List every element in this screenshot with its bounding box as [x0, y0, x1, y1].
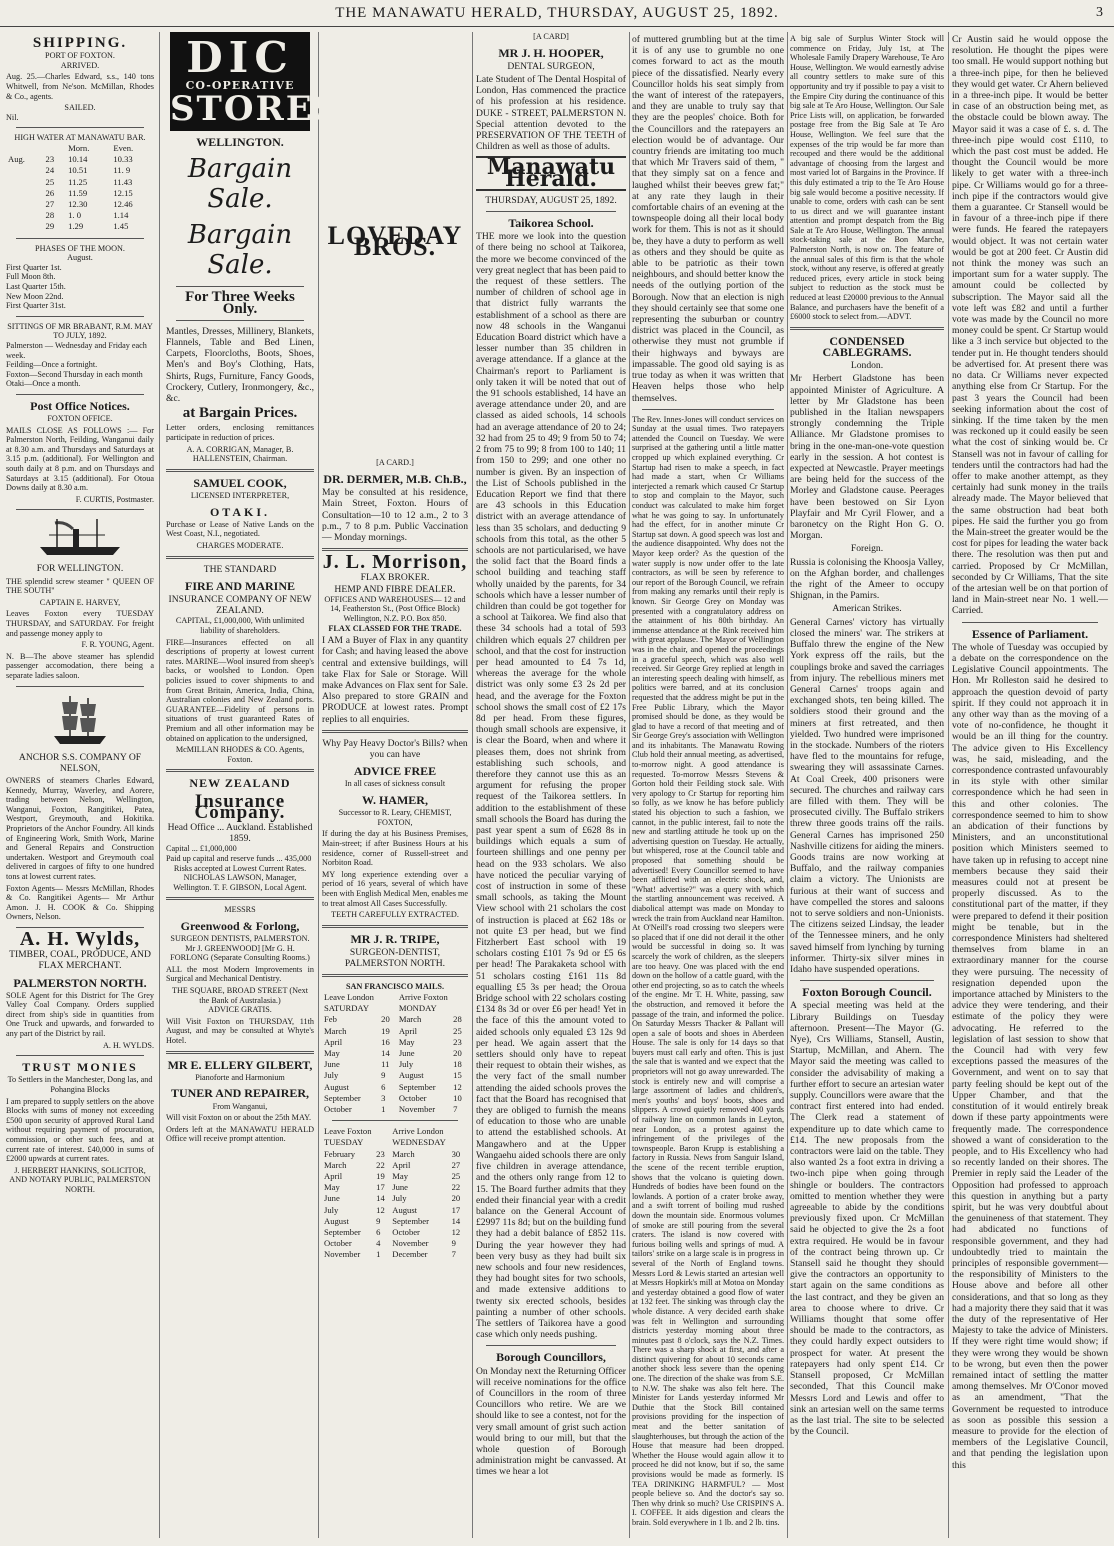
divider	[16, 686, 144, 687]
divider	[486, 211, 616, 212]
standard-capital: CAPITAL, £1,000,000, With unlimited liability of shareholders.	[175, 616, 305, 635]
mails-head: Arrive Foxton MONDAY	[398, 991, 448, 1014]
gf-address: THE SQUARE, BROAD STREET (Next the Bank of Australasia.)	[171, 986, 309, 1005]
hw-head-even: Even.	[113, 142, 134, 153]
high-water-table	[6, 143, 154, 233]
divider	[322, 730, 468, 733]
standard-body: FIRE—Insurances effected on all descriptions of property at lowest current rates. MARINE—Wool insured from sheep's backs, or woolshed to London. Open policies issued to cover shipments to and from Great Britain, America, India, China, Australian colonies and New Zealand ports. GUARANTEE—Fidelity of persons in situations of trust guaranteed Rates of Premium and all other information may be obtained on application to the undersigned,	[166, 637, 314, 743]
table-row: October 4 November 9	[324, 1238, 456, 1249]
wellington-heading: FOR WELLINGTON.	[36, 563, 124, 575]
anchor-heading: ANCHOR S.S. COMPANY OF NELSON,	[18, 751, 142, 774]
post-office-sub: FOXTON OFFICE.	[47, 414, 113, 424]
mails-head: Arrive London WEDNESDAY	[392, 1126, 446, 1148]
wylds-sign: A. H. WYLDS.	[102, 1040, 154, 1050]
divider	[16, 1055, 144, 1056]
arrived-label: ARRIVED.	[60, 60, 100, 70]
hamer-heading: W. HAMER,	[362, 793, 428, 808]
bargain-heading: Bargain Sale.	[187, 154, 293, 215]
london-heading: London.	[850, 360, 884, 372]
nz-head-office: Head Office ... Auckland. Established 1859.	[167, 821, 313, 845]
sittings-line: Feilding—Once a fortnight.	[6, 360, 98, 370]
divider	[16, 394, 144, 395]
column-4	[476, 32, 626, 1538]
cook-place: OTAKI.	[209, 504, 271, 519]
parliament-heading: Essence of Parliament.	[971, 626, 1089, 641]
divider	[962, 622, 1098, 623]
column-7	[952, 32, 1108, 1538]
anchor-agents: Foxton Agents— Messrs McMillan, Rhodes & Co. Rangitikei Agents— Mr Arthur Amon. J. H. COOK & Co. Shipping Owners, Nelson.	[6, 883, 154, 922]
foreign-news: Russia is colonising the Khoosja Valley, on the Afghan border, and challenges the right of the Ameer to occupy Shignan, in the Pamirs.	[790, 556, 944, 602]
dic-logo-sub: CO-OPERATIVE	[185, 79, 295, 92]
tripe-heading: MR J. R. TRIPE,	[350, 931, 440, 946]
column-5	[632, 32, 784, 1538]
morrison-flax: FLAX CLASSED FOR THE TRADE.	[328, 623, 462, 633]
divider	[800, 980, 934, 981]
column-3	[322, 32, 468, 1538]
post-office-text: MAILS CLOSE AS FOLLOWS :— For Palmerston North, Feilding, Wanganui daily at 8.30 a.m. and Thursdays and Saturdays at 3.15 p.m. (additional). For Wellington and south daily at 8 p.m. and on Thursdays and Saturdays at 3.15 (additional). For Otoua Downs daily at 8.30 a.m.	[6, 425, 154, 493]
blank-space	[322, 32, 468, 222]
table-row: Aug. 23 10.14 10.33	[8, 154, 133, 165]
surplus-sale-notice: A big sale of Surplus Winter Stock will commence on Friday, July 1st, at The Wholesale Family Drapery Warehouse, Te Aro House, Wellington. We would earnestly advise all country settlers to make sure of this opportunity and try if possible to pay a visit to the Empire City during the continuance of this big sale at Te Aro House, Wellington. Our Sale Price Lists will, on application, be forwarded postage free from the Big Sale at Te Aro House, Wellington. We feel sure that the expenses of the trip would be far more than recouped and there would be the additional advantage of choosing from the largest and most varied lot of Bargains in the Province. If this duly estimated a trip to the Te Aro House big sale would become a positive necessity. If unable to come, orders with cash can be sent to us direct and we will guarantee instant attention and prompt despatch from the Big Sale at Te Aro House, Wellington. The annual stock-taking sale at the Bon Marche, Palmerston North, is now on. The feature of the annual sales of this firm is that the whole stock, without any reserve, is offered at greatly reduced prices, every article in stock being subject to reduction as the stock must be reduced at least £20000 previous to the Annual Balance, and purchasers have the benefit of a £6000 stock to select from.—ADVT.	[790, 34, 944, 322]
table-row: March 22 April 27	[324, 1159, 461, 1170]
divider	[332, 1120, 458, 1121]
school-article: THE more we look into the question of there being no school at Taikorea, the more we become convinced of the very great neglect that has been paid to the request of these settlers. The number of children of school age in that district fully warrants the establishment of a school as there are now 48 schools in the Wanganui Education Board district which have a lesser number than 35 children in average attendance. If a glance at the Chairman's report to Parliament is only taken it will be noted that out of the 91 schools established, 14 have an average attendance under 20, and are classed as aided schools, 14 schools had an average attendance of 20 to 24; 32 had from 25 to 49; 9 from 50 to 74; 2 from 75 to 99; 8 from 100 to 140; 11 from 150 to 299; and one other no number is given. By an inspection of the List of Schools published in the Education Report we find that there are 43 schools in this Education district with an average attendance of less than 35 scholars, and deducting 9 schools from this total, as the other 5 schools are not particularised, we have the solid fact that the Board finds a school building and teaching staff wholly unaided by the parents, for 34 schools which have a lesser number of children than could be got together for a school at Taikorea. We find also that these 34 schools had a total of 593 children which equals 27 children per school, and that the cost for instruction per head amounted to £4 7s 1d, whereas the average for the whole district was only some £3 2s 2d per head, and the average for the Foxton school shows the small cost of £2 17s 8d per head. From these figures, though small schools are expensive, it is clear the Board, when and where it pleases them, does not shrink from establishing such schools, and therefore they cannot use this as an argument for refusing the proper request of the Taikorea settlers. In addition to the establishment of these small schools the Board has during the past year spent a sum of £628 8s in buildings which equals a sum of fourteen shillings and one penny per head on the 933 scholars. We also have noticed the peculiar varying of cost of instruction in some of these small schools, as taking the Mount View school with 21 scholars the cost of instruction is placed at £62 18s or not quite £3 per head, but we find Fitzherbert East school with 19 scholars costing £101 7s 9d or £5 6s per head! The Parakaketa school with 51 scholars costing £161 11s 8d equalling £5 3s per head; the Oroua Bridge school with 22 scholars costing £134 8s 3d or over £6 per head! Yet in the face of this the amount voted to aided schools only equaled £3 12s 9d per head. We again assert that the settlers should only have to repeat their request to obtain their wishes, as the very fact of the small number attending the aided schools proves the fact that the Board has recognised that they are obliged to furnish the means of education to those who are unable to attend the established schools. At Mangawhero and at the Upper Wangaehu aided schools there are only five children in average attendance, and the others only range from 12 to 15. The Board further admits that they ended their financial year with a credit balance on the General Account of £2997 11s 8d; but on the building fund they had a debit balance of £852 11s. During the year however they had been very busy as they had built six new schools and four new residences, they had bought sites for two schools, and made extensive additions to twenty six erected schools, besides painting a number of other schools. The settlers of Taikorea have a good case which only needs pushing.	[476, 231, 626, 1341]
moon-phase: First Quarter 31st.	[6, 301, 66, 311]
table-row: August 6 September 12	[324, 1081, 462, 1092]
trust-sub: To Settlers in the Manchester, Dong las, and Pohangina Blocks	[7, 1075, 153, 1095]
divider	[166, 469, 314, 472]
cook-sub: LICENSED INTERPRETER,	[190, 491, 290, 501]
hooper-sub: DENTAL SURGEON,	[507, 60, 595, 72]
parliament-report: The whole of Tuesday was occupied by a debate on the correspondence on the Legislative Council appointments. The Hon. Mr Rolleston said he desired to approach the question devoid of party spirit. If they could not approach it in any other way than as the moving of a vote of no-confidence, he thought it would be an ill thing for the country. The advice given to His Excellency was, he said, misleading, and the correspondence contrasted unfavourably in its style with other similar correspondence which he had seen in this and other colonies. The correspondence seemed to him to show an abdication of their functions by Ministers, and an unconstitutional position which Ministers seemed to have taken up in refusing to accept nine members because they said their measures could not at present be properly discussed. As to the constitutional part of the matter, if they were prepared to defend it their position might be tenable, but in the correspondence Ministers had sheltered themselves from blame in an extraordinary manner for the course they were pursuing. The necessity of resignation depended upon the importance attached by Ministers to the advice they were tendering, and their estimate of the policy they were advocating. He referred to the legislation of last session to show that the Council had with very few exceptions passed the measures of the Government, and went on to say that party feeling should be kept out of the Upper Chamber, and that the constitution of it would entirely break down if these party appointments were frequently made. The correspondence showed a want of consideration to the people, and to His Excellency who had so recently landed on their shores. The Premier in reply said the Leader of the Opposition had professed to approach this question in anything but a party spirit, but he was very doubtful about the genuineness of that statement. They had abdicated no functions of responsible government, and they had undoubtedly tried to maintain the principles of responsible government—the responsibility of Ministers to the House above and before all other considerations, and that so long as they had a majority there they said that it was the duty of the representative of Her Majesty to take the advice of Ministers. If they were right time would show; if they were wrong they would be shown to be wrong, but even then the power remained intact of settling the matter among themselves. Mr O'Conor moved as an amendment, "That the Government be requested to introduce as soon as possible this session a measure to provide for the election of members of the Legislative Council, and that pending the legislation upon this	[952, 641, 1108, 1471]
gilbert-heading: MR E. ELLERY GILBERT,	[167, 1057, 313, 1072]
divider	[486, 1345, 616, 1346]
table-row: 28 1. 0 1.14	[45, 210, 129, 221]
gf-visit: Will Visit Foxton on THURSDAY, 11th August, and may be consulted at Whyte's Hotel.	[166, 1016, 314, 1046]
sittings-line: Otaki—Once a month.	[6, 379, 81, 389]
standard-sign: McMILLAN RHODES & CO. Agents, Foxton.	[175, 745, 305, 764]
table-row: 27 12.30 12.46	[45, 198, 133, 209]
morrison-sub: FLAX BROKER.	[360, 572, 430, 584]
blank-space	[322, 258, 468, 458]
divider	[16, 316, 144, 317]
gilbert-from: From Wanganui,	[212, 1101, 268, 1111]
column-rule	[318, 32, 319, 1538]
cook-charges: CHARGES MODERATE.	[196, 541, 284, 550]
column-1	[6, 32, 154, 1538]
wylds-sub: TIMBER, COAL, PRODUCE, AND FLAX MERCHANT.	[9, 949, 151, 972]
mails-outbound-table	[322, 992, 468, 1115]
dic-logo-text: DIC	[186, 33, 294, 82]
dic-place: WELLINGTON.	[196, 135, 284, 150]
table-row: 29 1.29 1.45	[45, 221, 129, 232]
queen-nb: N. B—The above steamer has splendid passenger accomodation, there being a separate ladies saloon.	[6, 651, 154, 680]
mails-head: Leave Foxton TUESDAY	[324, 1126, 372, 1148]
school-heading: Taikorea School.	[508, 216, 594, 231]
mails-head: Leave London SATURDAY	[324, 991, 374, 1014]
hamer-body: If during the day at his Business Premises, Main-street; if after Business Hours at his residence, corner of Russell-street and Norbiton Road.	[322, 829, 468, 868]
post-office-heading: Post Office Notices.	[30, 398, 130, 413]
trust-body: I am prepared to supply settlers on the above Blocks with sums of money not exceeding £500 upon security of approved Rural Land without requiring payment of procuration, commission, or other such fees, and at current rate of interest. £40,000 in sums of £2000 upwards at current rates.	[6, 1096, 154, 1164]
masthead	[0, 0, 1114, 27]
column-rule	[629, 32, 630, 1538]
trust-sign: J. HERBERT HANKINS, SOLICITOR, AND NOTARY PUBLIC, PALMERSTON NORTH.	[9, 1165, 151, 1194]
anchor-body: OWNERS of steamers Charles Edward, Kennedy, Murray, Waverley, and Aorere, trading between Nelson, Wellington, Wanganui, Foxton, Rangitikei, Patea, Westport, Greymouth, and Hokitika. Proprietors of the Anchor Foundry. All kinds of Engineering Work, Smith Work, Marine and General Repairs and Construction undertaken. Westport and Greymouth coal delivered in cargoes of fifty to one hundred tons at lowest current rates.	[6, 775, 154, 881]
column-rule	[159, 32, 160, 1538]
table-row: April 16 May 23	[324, 1036, 462, 1047]
queen-agent: F. R. YOUNG, Agent.	[81, 640, 154, 650]
divider	[166, 897, 314, 900]
dic-sign: A. A. CORRIGAN, Manager, B. HALLENSTEIN, Chairman.	[186, 444, 294, 464]
gilbert-sub: Pianoforte and Harmonium	[195, 1072, 285, 1082]
gf-names: Mr J. GREENWOOD] [Mr G. H. FORLONG (Separate Consulting Rooms.)	[170, 943, 310, 963]
dermer-body: May be consulted at his residence, Main Street, Foxton. Hours of Consultation—10 to 12 a.m., 2 to 3 p.m., 7 to 8 p.m. Public Vaccination — Monday mornings.	[322, 487, 468, 544]
mails-heading: SAN FRANCISCO MAILS.	[345, 982, 445, 992]
trust-heading: TRUST MONIES	[22, 1060, 138, 1075]
cook-body: Purchase or Lease of Native Lands on the West Coast, N.I., negotiated.	[166, 519, 314, 539]
standard-sub: FIRE AND MARINE	[184, 578, 295, 593]
gf-messrs: MESSRS	[224, 905, 256, 915]
moon-phase: Last Quarter 15th.	[6, 281, 66, 291]
three-weeks: For Three Weeks Only.	[185, 289, 295, 317]
strikes-news: General Carnes' victory has virtually closed the miners' war. The strikers at Buffalo threw the engine of the New York express off the rails, but the couplings broke and saved the carriages from injury. The rebellious miners met General Carnes' troops again and exchanged shots, ten being killed. The soldiers stood their ground and the miners at first retreated, and then yielded. Two hundred were imprisoned in the stockade. Numbers of the rioters have fled to the mountains for refuge, swearing they will assassinate Carnes. At Coal Creek, 400 prisoners were secured. The churches and railway cars are filled with them. They will be prosecuted civilly. The Buffalo strikers threw three goods trains off the rails. General Carnes has imprisoned 250 Nashville citizens for aiding the miners. Goods trains are now working at Buffalo, and the railway companies claim a victory. The Unionists are furious at their want of success and have compelled the stores and saloons not to serve soldiers and non-Unionists. The citizens seized Lindsay, the leader of the Tennessee miners, and he only saved himself from lynching by turning informer. Thirty-six silver mines in Idaho have suspended operations.	[790, 616, 944, 975]
cablegrams-heading: CONDENSED CABLEGRAMS.	[822, 333, 912, 360]
wylds-heading: A. H. Wylds,	[19, 927, 141, 950]
table-row: April 19 May 25	[324, 1171, 461, 1182]
divider	[322, 974, 468, 977]
gilbert-tuner: TUNER AND REPAIRER,	[170, 1086, 310, 1101]
table-row: February 23 March 30	[324, 1148, 461, 1159]
table-row: July 9 August 15	[324, 1070, 462, 1081]
nz-heading: NEW ZEALAND	[189, 776, 291, 791]
arrived-text: Aug. 25.—Charles Edward, s.s., 140 tons Whitwell, from Ne'son. McMillan, Rhodes & Co., agents.	[6, 72, 154, 101]
hooper-body: Late Student of The Dental Hospital of London, Has commenced the practice of his profession at his residence. DUKE - STREET, PALMERSTON N. Special attention devoted to the PRESERVATION OF THE TEETH of Children as well as those of adults.	[476, 74, 626, 153]
newspaper-title: Manawatu Herald.	[476, 156, 626, 190]
table-row: May 14 June 20	[324, 1047, 462, 1058]
high-water-heading: HIGH WATER AT MANAWATU BAR.	[14, 133, 146, 143]
gilbert-visit: Will visit Foxton on or about the 25th MAY.	[166, 1113, 312, 1123]
mails-inbound-table	[322, 1126, 468, 1260]
divider	[176, 320, 304, 321]
moon-month: August.	[67, 253, 93, 263]
hamer-cases: In all cases of sickness consult	[344, 779, 446, 789]
strikes-heading: American Strikes.	[832, 603, 902, 615]
column-rule	[948, 32, 949, 1538]
table-row: June 11 July 18	[324, 1059, 462, 1070]
gf-body: ALL the most Modern Improvements in Surgical and Mechanical Dentistry.	[166, 964, 314, 984]
foreign-heading: Foreign.	[850, 543, 884, 555]
divider	[166, 1051, 314, 1054]
sittings-heading: SITTINGS OF MR BRABANT, R.M. MAY TO JULY, 1892.	[7, 321, 153, 341]
dermer-card: [A CARD.]	[376, 458, 414, 468]
table-row: August 9 September 14	[324, 1215, 461, 1226]
councillors-article-continued: of muttered grumbling but at the time it is of any use to grumble no one comes forward to act as the mouth piece of the dissatisfied. Nearly every Councillor holds his seat simply from the want of interest of the ratepayers, and they are unable to truly say that they are the peoples' choice. Both for the Councillors and the ratepayers an election would be of advantage. Our country friends are imitating too much that which Mr Travers said of them, " that they simply sat on a fence and laughed whilst their beeves grew fat;" at any rate they laugh in their comfortable chairs of an evening at the townspeople doing all their local body work for them. This is not as it should be, they have a duty to perform as well as others and they should be quite as able to be patriotic as their town neighbours, and should better know the needs of the outlying portion of the Borough. Now that an election is nigh they should certainly see that some one representing the suburban or country district was placed in the Council, as otherwise they must not grumble if their highways and byways are impassable. The good old saying is as true today as when it was written that Heaven helps those who help themselves.	[632, 34, 784, 404]
divider	[642, 409, 774, 410]
morrison-body: I AM a Buyer of Flax in any quantity for Cash; and having leased the above central and extensive buildings, will take Flax for Sale or Storage. Will make Advances on Flax sent for Sale. Also prepared to store GRAIN and PRODUCE at lowest rates. Prompt replies to all enquiries.	[322, 635, 468, 725]
london-news: Mr Herbert Gladstone has been appointed Minister of Agriculture. A letter by Mr Gladstone has been published in the Italian newspapers strongly condemning the Triple Alliance. Mr Gladstone promises to bring in the one-man-one-vote question early in the session. A hot contest is expected at Newcastle. Prayer meetings are being held for the success of the Morley and Gladstone cause. Peerages have been bestowed on Sir Lyon Playfair and Mr Cyril Flower, and a baronetcy on the Right Hon G. O. Morgan.	[790, 373, 944, 542]
page-number: 3	[1096, 5, 1104, 20]
table-row: 26 11.59 12.15	[45, 187, 133, 198]
hamer-sub: Successor to R. Leary, CHEMIST, FOXTON,	[338, 808, 452, 827]
hw-head-morn: Morn.	[68, 142, 90, 153]
borough-council-continued: Cr Austin said he would oppose the resolution. He thought the pipes were too small. He would support nothing but a three-inch pipe, for then he believed they would get water. Cr Ahern believed in a three-inch pipe. It would be better in case of an obstruction being met, as the obstacle could be blown away. The Mayor said it was a case of £. s. d. The three-inch pipe would cost £110, to which the past cost must be added. He thought the Council would be more likely to get water with a three-inch pipe. Cr Williams would go for a three-inch pipe if the contractors would give them a guarantee. Cr Stansell would be in favour of a three-inch pipe if there were funds. He feared the ratepayers would object. It was not certain water would be got at 200 feet. Cr Austin did not think the money was such an important sum for a water supply. The amount could be collected by subscription. The Mayor said all the vote left was £82 and until a further vote was made by the Council no more money could be spent. Cr Startup would like a 3 inch service but objected to the tender put in. He thought tenders should be advertised for. At present there was no data. Cr Williams never expected anything else from Cr Startup. For the past 3 years the Council had been seeking information about the cost of sinking. If the time taken by the men was reckoned up it could easily be seen what the cost of sinking would be. Cr Stansell was not in favour of calling for tenders until the contractors had had the offer to make another attempt, as they certainly had sunk money in the trails already made. The Mayor believed that the same obstruction had beat both pipes. He said the further you go from the Main-street the greater would be the cost for pipes for leading the water back there. The resolution was then put and carried. Proposed by Cr McMillan, seconded by Cr Williams, That the site of the artesian well be on that portion of land in Main-street near No. 1 well.—Carried.	[952, 34, 1108, 617]
nz-sign: NICHOLAS LAWSON, Manager, Wellington. T. F. GIBSON, Local Agent.	[173, 873, 307, 892]
cook-heading: SAMUEL COOK,	[193, 475, 287, 490]
dic-logo-stores: STORES	[170, 89, 341, 130]
dermer-heading: DR. DERMER, M.B. Ch.B.,	[323, 472, 467, 486]
tripe-sub: SURGEON-DENTIST,	[349, 946, 441, 958]
sailed-label: SAILED.	[64, 103, 96, 113]
gf-sub: SURGEON DENTISTS, PALMERSTON.	[170, 934, 310, 944]
table-row: November 1 December 7	[324, 1249, 456, 1260]
morrison-heading: J. L. Morrison,	[322, 551, 468, 574]
morrison-sub2: HEMP AND FIBRE DEALER.	[334, 583, 456, 595]
bargain-prices: at Bargain Prices.	[182, 405, 298, 422]
bargain-heading: Bargain Sale.	[187, 220, 293, 281]
hamer-experience: MY long experience extending over a period of 16 years, several of which have been with English Medical Men, enables me to treat almost All Cases Successfully.	[322, 869, 468, 908]
captain-name: CAPTAIN E. HARVEY,	[39, 597, 121, 607]
gf-advice: ADVICE GRATIS.	[208, 1005, 272, 1015]
queen-text: THE splendid screw steamer " QUEEN OF THE SOUTH"	[6, 576, 154, 596]
column-2	[166, 32, 341, 1538]
table-row: March 19 April 25	[324, 1025, 462, 1036]
local-news: The Rev. Innes-Jones will conduct services on Sunday at the usual times. Two ratepayers attended the Council on Tuesday. We were surprised at the gathering until a little matter cropped up which explained everything. Cr Startup had risen to make a speech, in fact had made a start, when Cr Williams interjected a remark which caused Cr Startup to stop and complain to the Mayor, such conduct was calculated to make him forget what he was going to say. In unfortunately had the effect, for in another minute Cr Startup sat down. A good speech was lost and the audience disappointed. Why does not the Mayor keep order? As the question of the water supply is now under offer to the late contractors, as will be seen by reference to our report of the Borough Council, we refrain from making any remarks until their reply is known. Sir George Grey on Monday was presented with a congratulatory address on the attainment of his 80th birthday. An immense attendance at the Rink received him with great applause. The Mayor of Wellington was in the chair, and opened the proceedings in a graceful speech, which was also well received. Sir George Grey replied at length in an interesting speech dealing with himself, as politics were barred, and at its conclusion requested that the address might be put in the Free Public Library, which the Mayor promised should be done, as they would be glad to have a record of that meeting and of Sir George Grey's association with Wellington and its inhabitants. The Manawatu Rowing Club hold their annual meeting, as advertised, to-morrow night. A good attendance is requested. To-morrow Messrs Stevens & Gorton hold their Feilding stock sale. With very apology to Cr Startup for reporting him so folly, as we know he has before publicly stated his objection to such a fashion, we cannot, in the public interest, fail to note the new and startling attitude he took up on the advertising question on Tuesday. He actually, but whispered, rose at the Council table and proposed that something should be advertised! Every Councillor seemed to have been afflicted with an electric shock, and, "What! advertise?" was a query with which the startling announcement was received. A diabolical attempt was made on Monday to wreck the train from Auckland near Hamilton. At O'Neill's road crossing two sleepers were so placed that if one did not derail it the other would be successful in doing so. It was scarcely the work of children, as the sleepers are too heavy. One was placed with the end down on the hollow of a cattle guard, with the other end projecting, so as to catch the wheels of the engine. Mr T. H. White, passing, saw the obstruction, and removed it before the passage of the train, and informed the police. On Saturday Messrs Thacker & Pallant will open a sale of boots and shoes in Aberdeen House. The sale is only for 14 days so that buyers must call early and often. This is just the sale that is wanted and we expect that the proprietors will not go away unrewarded. The stock is entirely new and will comprise a large assortment of ladies and children's, men's youths' and boys' boots, shoes and slippers. A crowd quietly removed 400 yards of railway line on common lands in Leyton, near London, as a protest against the infringement of the privileges of the townspeople. Baron Krupp is establishing a factory in Russia. News from Sanguir Island, the scene of the recent terrible eruption, shows that the volcano is quieting down. Hundreds of bodies have been found on the lowlands. A portion of a crater broke away, and a swift torrent of boiling mud rushed down the mountain side. Enormous volumes of smoke are still pouring from the several craters. The island is now covered with furious boiling wells and springs of mud. A tailors' strike on a large scale is in progress in several of the North of England towns. Messrs Lord & Lewis started an artesian well at Messrs Hopkirk's mill at Motoa on Monday and yesterday obtained a good flow of water at 132 feet. The sinking was through clay the whole distance. A very decided earth shake was felt in Wellington and surrounding districts yesterday morning about three minutes past 8 o'clock, says the N.Z. Times. There was a sharp shock at first, and after a distinct quivering for about 10 seconds came another shock less severe than the opening one. The direction of the shake was from S.E. to N.W. The shake was also felt here. The Minister for Lands yesterday informed Mr Duthie that the Stock Bill contained provisions providing for the inspection of meat and the better sanitation of slaughterhouses, but through the action of the House that measure had been dropped. Whether the House would again allow it to proceed he did not know, but if so, the same provisions would be made as formerly. IS TEA DRINKING HARMFUL? — Most people believe so. And the doctor's say so. Then why drink so much? Use CRISPIN'S A. I. COFFEE. It aids digestion and clears the brain. Sold everywhere in 1 lb. and 2 lb. tins.	[632, 414, 784, 1527]
nz-risks: Risks accepted at Lowest Current Rates.	[173, 863, 307, 873]
column-6	[790, 32, 944, 1538]
borough-council-report: A special meeting was held at the Library Buildings on Tuesday afternoon. Present—The Mayor (G. Nye), Crs Williams, Stansell, Austin, Startup, McMillan, and Ahern. The Mayor said the meeting was called to consider the advisability of making a further effort to secure an artesian water supply. Councillors were aware that the contract first entered into had ended. The Clerk read a statement of expenditure up to date which came to £14. The new proposals from the contractors were laid on the table. They also wanted 2s a foot extra in driving a two-inch pipe when going through shingle or boulders. The contractors omitted to mention whether they were agreeable to abide by the conditions previously fixed upon. Cr McMillan said he objected to give the 2s a foot extra required. He would be in favour of the contract being thrown up. Cr Stansell said he thought they should give the contractors an opportunity to start again on the same conditions as the last contract, and they be given an area to choose where to drive. Cr Williams thought that some offer should be made to the contractors, as they could hardly expect outsiders to prospect for water. At present the ratepayers had only spent £14. Cr Stansell proposed, Cr McMillan seconded, That this Council make Messrs Lord and Lewis and offer to sink an artesian well on the same terms as the last trial. The site to be selected by the Council.	[790, 1000, 944, 1438]
table-row: July 12 August 17	[324, 1204, 461, 1215]
divider	[176, 286, 304, 287]
hamer-advice: ADVICE FREE	[353, 764, 437, 779]
dic-goods: Mantles, Dresses, Millinery, Blankets, Flannels, Table and Bed Linen, Carpets, Floorcloths, Boots, Shoes, Men's and Boy's Clothing, Hats, Shirts, Rugs, Furniture, Fancy Goods, Crockery, Cutlery, Ironmongery, &c., &c.	[166, 325, 314, 405]
gf-heading: Greenwood & Forlong,	[180, 918, 300, 933]
table-row: September 6 October 12	[324, 1227, 461, 1238]
divider	[16, 127, 144, 128]
divider	[790, 327, 944, 330]
table-row: October 1 November 7	[324, 1104, 458, 1114]
masthead-title: THE MANAWATU HERALD, THURSDAY, AUGUST 25, 1892.	[335, 5, 779, 21]
gilbert-orders: Orders left at the MANAWATU HERALD Office will receive prompt attention.	[166, 1124, 314, 1144]
hamer-teeth: TEETH CAREFULLY EXTRACTED.	[331, 910, 459, 920]
sailing-ship-icon	[50, 692, 110, 748]
port-label: PORT OF FOXTON.	[45, 51, 115, 61]
divider	[166, 769, 314, 772]
hamer-question: Why Pay Heavy Doctor's Bills? when you can have	[322, 737, 468, 761]
councillors-article: On Monday next the Returning Officer will receive nominations for the office of Councillors in the room of three Councillors who retire. We are we should like to see a contest, not for the very small amount of grist such action would bring to our mill, but that the whole question of Borough administration might be canvassed. At times we hear a lot	[476, 1365, 626, 1478]
wylds-place: PALMERSTON NORTH.	[13, 975, 147, 990]
divider	[166, 556, 314, 559]
councillors-heading: Borough Councillors,	[496, 1350, 606, 1365]
wylds-body: SOLE Agent for this District for The Grey Valley Coal Company. Orders supplied direct from ship's side in quantities from One Truck and upwards, and forwarded to any part of the District by rail.	[6, 990, 154, 1039]
divider	[322, 925, 468, 928]
letter-orders: Letter orders, enclosing remittances participate in reduction of prices.	[166, 423, 314, 443]
divider	[16, 238, 144, 239]
morrison-address: OFFICES AND WAREHOUSES— 12 and 14, Featherston St., (Post Office Block) Wellington, N.Z. P.O. Box 850.	[324, 594, 466, 624]
table-row: 25 11.25 11.43	[45, 176, 133, 187]
sittings-line: Palmerston — Wednesday and Friday each week.	[6, 340, 147, 360]
hooper-card: [A CARD]	[533, 32, 569, 41]
postmaster-sign: F. CURTIS, Postmaster.	[75, 494, 154, 504]
tripe-place: PALMERSTON NORTH.	[344, 958, 446, 970]
nz-capital: Capital ... £1,000,000	[166, 844, 237, 854]
hooper-heading: MR J. H. HOOPER,	[498, 45, 604, 60]
dic-logo	[170, 32, 341, 131]
sailed-text: Nil.	[6, 112, 19, 122]
shipping-heading: SHIPPING.	[32, 35, 128, 51]
table-row: Feb 20 March 28	[324, 1014, 462, 1025]
moon-phase: Full Moon 8th.	[6, 272, 56, 282]
column-rule	[472, 32, 473, 1538]
steamship-icon	[35, 515, 125, 559]
moon-heading: PHASES OF THE MOON.	[35, 243, 125, 253]
column-rule	[787, 32, 788, 1538]
standard-heading: THE STANDARD	[203, 563, 277, 575]
loveday-heading: LOVEDAY BROS.	[327, 221, 463, 262]
sittings-line: Foxton—Second Thursday in each month	[6, 369, 143, 379]
table-row: 24 10.51 11. 9	[45, 165, 131, 176]
standard-insurance: INSURANCE COMPANY OF NEW ZEALAND.	[168, 594, 312, 617]
moon-phase: New Moon 22nd.	[6, 291, 64, 301]
moon-phase: First Quarter 1st.	[6, 262, 62, 272]
borough-council-heading: Foxton Borough Council.	[802, 985, 932, 1000]
table-row: September 3 October 10	[324, 1092, 462, 1103]
nz-paid: Paid up capital and reserve funds ... 435,000	[166, 853, 312, 863]
table-row: June 14 July 20	[324, 1193, 461, 1204]
nz-insurance: Insurance Company.	[194, 790, 286, 823]
divider	[16, 509, 144, 510]
queen-body: Leaves Foxton every TUESDAY THURSDAY, and SATURDAY. For freight and passenge money apply to	[6, 609, 154, 638]
table-row: May 17 June 22	[324, 1182, 461, 1193]
dateline: THURSDAY, AUGUST 25, 1892.	[485, 194, 617, 206]
